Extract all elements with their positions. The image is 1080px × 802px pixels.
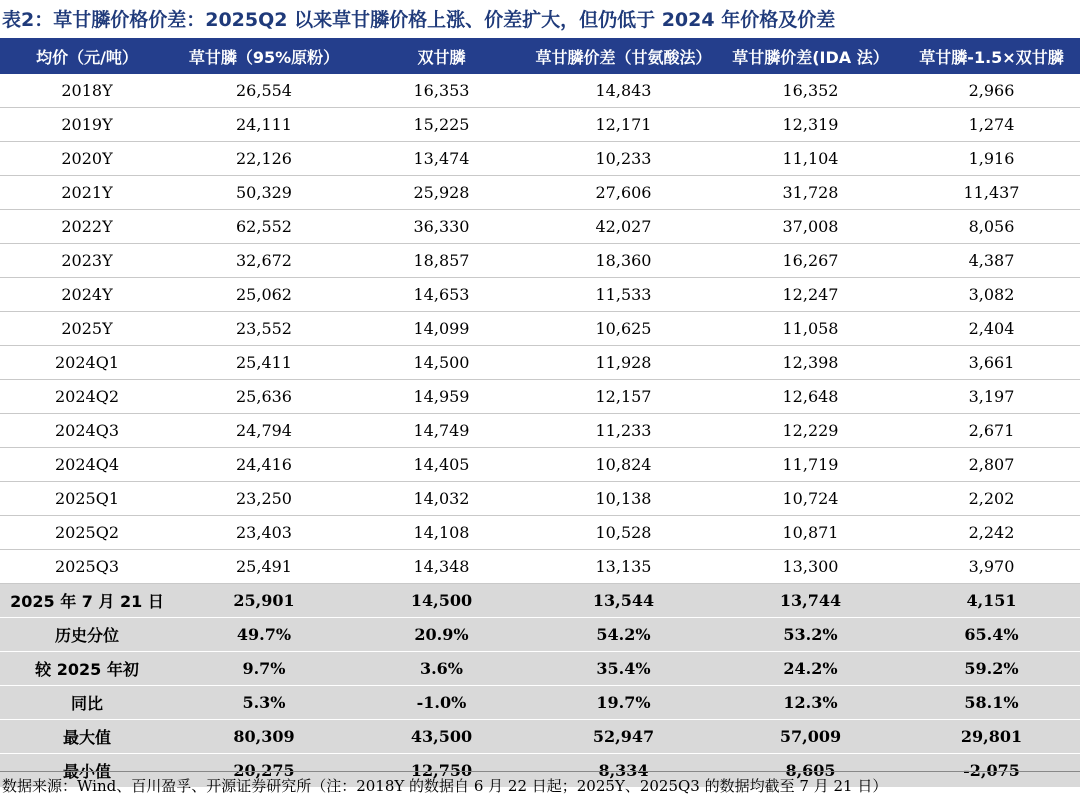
row-label: 2024Q1	[0, 346, 174, 380]
table-cell: 3,082	[903, 278, 1080, 312]
table-cell: 18,857	[354, 244, 529, 278]
table-cell: 16,267	[718, 244, 903, 278]
table-cell: 35.4%	[529, 652, 718, 686]
table-cell: 10,824	[529, 448, 718, 482]
table-row	[0, 278, 1080, 312]
table-cell: 14,500	[354, 346, 529, 380]
row-label: 2025 年 7 月 21 日	[0, 584, 174, 618]
table-cell: 62,552	[174, 210, 354, 244]
summary-row	[0, 618, 1080, 652]
table-header-row	[0, 38, 1080, 74]
table-cell: 58.1%	[903, 686, 1080, 720]
table-cell: 11,533	[529, 278, 718, 312]
table-cell: 31,728	[718, 176, 903, 210]
table-cell: 13,135	[529, 550, 718, 584]
table-cell: 20,275	[174, 754, 354, 788]
table-cell: 27,606	[529, 176, 718, 210]
table-cell: 37,008	[718, 210, 903, 244]
table-cell: 12,750	[354, 754, 529, 788]
table-cell: 13,474	[354, 142, 529, 176]
table-row	[0, 74, 1080, 108]
row-label: 2023Y	[0, 244, 174, 278]
table-cell: 12,229	[718, 414, 903, 448]
table-cell: 25,901	[174, 584, 354, 618]
row-label: 较 2025 年初	[0, 652, 174, 686]
column-header-spread-ida: 草甘膦价差(IDA 法）	[718, 38, 903, 74]
table-cell: 65.4%	[903, 618, 1080, 652]
table-cell: 23,250	[174, 482, 354, 516]
table-cell: 3.6%	[354, 652, 529, 686]
table-row	[0, 312, 1080, 346]
row-label: 2021Y	[0, 176, 174, 210]
table-cell: 8,056	[903, 210, 1080, 244]
source-note: 数据来源：Wind、百川盈孚、开源证券研究所（注：2018Y 的数据自 6 月 22 日起；2025Y、2025Q3 的数据均截至 7 月 21 日）	[0, 771, 1080, 799]
table-cell: 49.7%	[174, 618, 354, 652]
table-cell: 18,360	[529, 244, 718, 278]
table-cell: 10,528	[529, 516, 718, 550]
table-cell: 13,300	[718, 550, 903, 584]
row-label: 最大值	[0, 720, 174, 754]
table-cell: 25,636	[174, 380, 354, 414]
table-cell: 13,544	[529, 584, 718, 618]
table-cell: 14,749	[354, 414, 529, 448]
table-title: 表2：草甘膦价格价差：2025Q2 以来草甘膦价格上涨、价差扩大，但仍低于 2024 年价格及价差	[2, 9, 836, 31]
table-cell: 52,947	[529, 720, 718, 754]
table-cell: 14,032	[354, 482, 529, 516]
table-cell: 59.2%	[903, 652, 1080, 686]
table-cell: 11,437	[903, 176, 1080, 210]
table-cell: 23,403	[174, 516, 354, 550]
table-row	[0, 482, 1080, 516]
table-cell: 11,928	[529, 346, 718, 380]
table-cell: 54.2%	[529, 618, 718, 652]
table-cell: 25,062	[174, 278, 354, 312]
table-cell: 10,625	[529, 312, 718, 346]
table-cell: 57,009	[718, 720, 903, 754]
table-row	[0, 380, 1080, 414]
summary-row	[0, 652, 1080, 686]
row-label: 2024Y	[0, 278, 174, 312]
table-cell: 32,672	[174, 244, 354, 278]
table-cell: 14,959	[354, 380, 529, 414]
column-header-spread-glycine: 草甘膦价差（甘氨酸法）	[529, 38, 718, 74]
table-cell: 2,671	[903, 414, 1080, 448]
table-row	[0, 142, 1080, 176]
row-label: 2024Q4	[0, 448, 174, 482]
table-row	[0, 108, 1080, 142]
row-label: 2025Q3	[0, 550, 174, 584]
table-cell: 5.3%	[174, 686, 354, 720]
table-cell: 14,108	[354, 516, 529, 550]
table-cell: -2,075	[903, 754, 1080, 788]
table-cell: 1,274	[903, 108, 1080, 142]
table-row	[0, 448, 1080, 482]
table-cell: 12,648	[718, 380, 903, 414]
table-cell: 4,387	[903, 244, 1080, 278]
table-row	[0, 550, 1080, 584]
table-cell: 36,330	[354, 210, 529, 244]
column-header-glyphosate-minus-pmida: 草甘膦-1.5×双甘膦	[903, 38, 1080, 74]
data-rows	[0, 74, 1080, 584]
row-label: 2018Y	[0, 74, 174, 108]
table-cell: 10,871	[718, 516, 903, 550]
row-label: 2025Q1	[0, 482, 174, 516]
table-cell: 9.7%	[174, 652, 354, 686]
table-cell: 19.7%	[529, 686, 718, 720]
table-cell: 11,104	[718, 142, 903, 176]
table-cell: 14,405	[354, 448, 529, 482]
table-cell: 25,928	[354, 176, 529, 210]
row-label: 同比	[0, 686, 174, 720]
table-cell: 2,202	[903, 482, 1080, 516]
table-cell: 22,126	[174, 142, 354, 176]
table-cell: 16,352	[718, 74, 903, 108]
table-cell: 15,225	[354, 108, 529, 142]
row-label: 历史分位	[0, 618, 174, 652]
table-cell: 12,247	[718, 278, 903, 312]
column-header-period: 均价（元/吨）	[0, 38, 174, 74]
table-cell: 29,801	[903, 720, 1080, 754]
row-label: 2025Y	[0, 312, 174, 346]
table-cell: 12,398	[718, 346, 903, 380]
table-cell: -1.0%	[354, 686, 529, 720]
table-cell: 20.9%	[354, 618, 529, 652]
table-cell: 2,404	[903, 312, 1080, 346]
column-header-pmida: 双甘膦	[354, 38, 529, 74]
table-cell: 2,807	[903, 448, 1080, 482]
row-label: 2020Y	[0, 142, 174, 176]
table-cell: 26,554	[174, 74, 354, 108]
table-cell: 4,151	[903, 584, 1080, 618]
table-row	[0, 346, 1080, 380]
table-cell: 11,058	[718, 312, 903, 346]
price-spread-table	[0, 38, 1080, 788]
table-cell: 16,353	[354, 74, 529, 108]
table-row	[0, 516, 1080, 550]
table-cell: 43,500	[354, 720, 529, 754]
table-cell: 14,348	[354, 550, 529, 584]
table-cell: 8,334	[529, 754, 718, 788]
summary-row	[0, 584, 1080, 618]
table-cell: 50,329	[174, 176, 354, 210]
table-cell: 13,744	[718, 584, 903, 618]
table-cell: 24,416	[174, 448, 354, 482]
table-cell: 24.2%	[718, 652, 903, 686]
table-cell: 24,111	[174, 108, 354, 142]
summary-row	[0, 686, 1080, 720]
table-row	[0, 244, 1080, 278]
summary-rows	[0, 584, 1080, 788]
row-label: 最小值	[0, 754, 174, 788]
table-cell: 10,233	[529, 142, 718, 176]
table-cell: 24,794	[174, 414, 354, 448]
row-label: 2022Y	[0, 210, 174, 244]
table-cell: 25,491	[174, 550, 354, 584]
table-cell: 53.2%	[718, 618, 903, 652]
table-cell: 2,242	[903, 516, 1080, 550]
table-cell: 42,027	[529, 210, 718, 244]
table-cell: 12,157	[529, 380, 718, 414]
row-label: 2025Q2	[0, 516, 174, 550]
table-cell: 11,719	[718, 448, 903, 482]
table-row	[0, 176, 1080, 210]
table-row	[0, 210, 1080, 244]
table-cell: 14,099	[354, 312, 529, 346]
row-label: 2019Y	[0, 108, 174, 142]
table-cell: 23,552	[174, 312, 354, 346]
table-cell: 10,138	[529, 482, 718, 516]
table-cell: 3,197	[903, 380, 1080, 414]
table-cell: 14,653	[354, 278, 529, 312]
table-cell: 11,233	[529, 414, 718, 448]
table-cell: 14,843	[529, 74, 718, 108]
column-header-glyphosate: 草甘膦（95%原粉）	[174, 38, 354, 74]
summary-row	[0, 720, 1080, 754]
table-cell: 14,500	[354, 584, 529, 618]
table-cell: 12,319	[718, 108, 903, 142]
table-cell: 1,916	[903, 142, 1080, 176]
table-cell: 2,966	[903, 74, 1080, 108]
row-label: 2024Q3	[0, 414, 174, 448]
table-cell: 12,171	[529, 108, 718, 142]
table-cell: 25,411	[174, 346, 354, 380]
row-label: 2024Q2	[0, 380, 174, 414]
table-cell: 3,970	[903, 550, 1080, 584]
table-cell: 10,724	[718, 482, 903, 516]
table-row	[0, 414, 1080, 448]
table-cell: 3,661	[903, 346, 1080, 380]
table-cell: 8,605	[718, 754, 903, 788]
table-cell: 80,309	[174, 720, 354, 754]
table-cell: 12.3%	[718, 686, 903, 720]
